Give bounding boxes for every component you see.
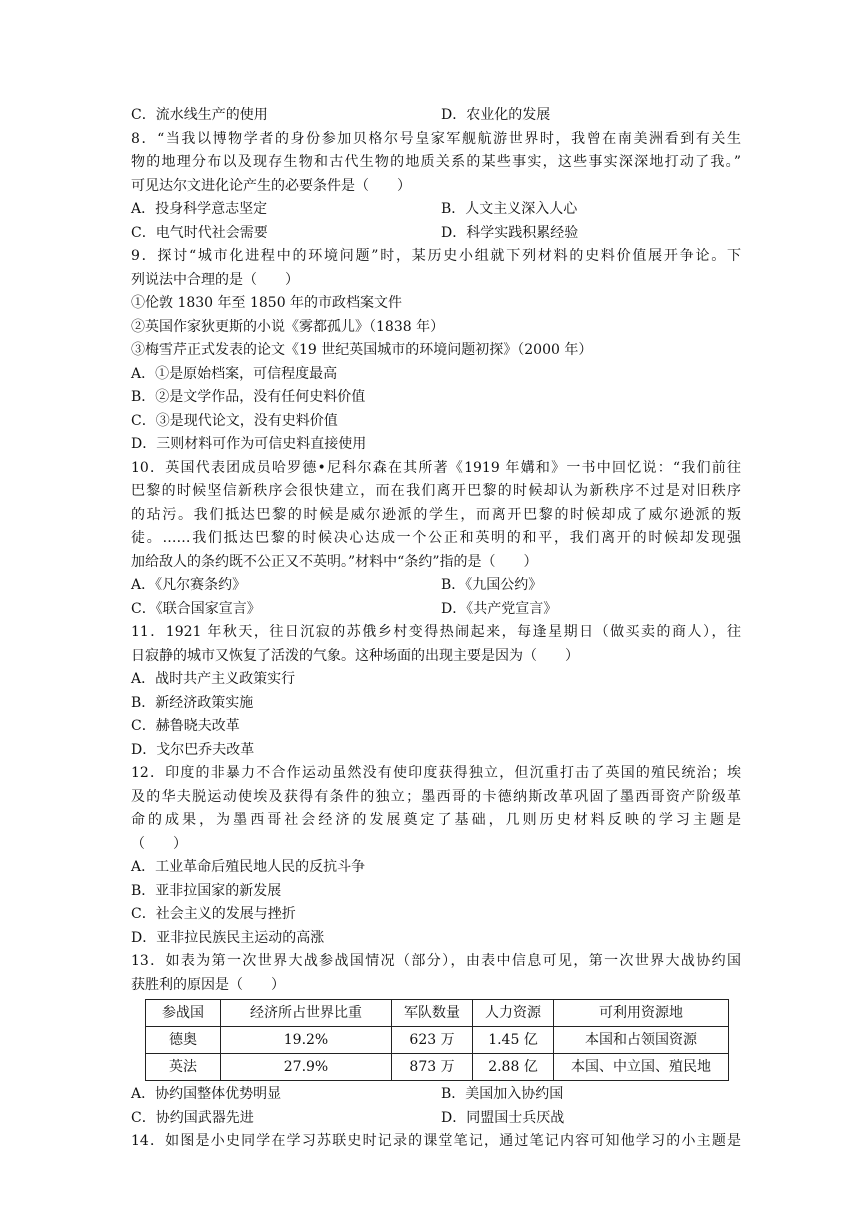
table-row [146, 1054, 729, 1081]
question-9 [131, 245, 741, 457]
table-header-cell: 经济所占世界比重 [221, 1000, 392, 1027]
q12-stem-line: 命的成果，为墨西哥社会经济的发展奠定了基础，几则历史材料反映的学习主题是 [131, 812, 741, 828]
q9-option-b[interactable]: B．②是文学作品，没有任何史料价值 [131, 389, 366, 405]
q7-option-d[interactable]: D．农业化的发展 [441, 107, 551, 123]
q9-option-d[interactable]: D．三则材料可作为可信史料直接使用 [131, 436, 367, 452]
q12-option-d[interactable]: D．亚非拉民族民主运动的高涨 [131, 929, 325, 946]
q12-option-b[interactable]: B．亚非拉国家的新发展 [131, 882, 282, 899]
q11-option-d[interactable]: D．戈尔巴乔夫改革 [131, 741, 255, 758]
q9-stem-line: 9．探讨“城市化进程中的环境问题”时，某历史小组就下列材料的史料价值展开争论。下 [131, 248, 741, 264]
table-cell: 本国、中立国、殖民地 [554, 1054, 729, 1081]
q11-option-c[interactable]: C．赫鲁晓夫改革 [131, 718, 240, 734]
q13-option-c[interactable]: C．协约国武器先进 [131, 1109, 254, 1126]
q13-table [145, 999, 729, 1081]
q8-stem-line: 8．“当我以博物学者的身份参加贝格尔号皇家军舰航游世界时，我曾在南美洲看到有关生 [131, 130, 741, 147]
table-header-cell: 人力资源 [473, 1000, 554, 1027]
q12-stem-line: 及的华夫脱运动使埃及获得有条件的独立；墨西哥的卡德纳斯改革巩固了墨西哥资产阶级革 [131, 788, 741, 805]
table-header-cell: 参战国 [146, 1000, 221, 1027]
q13-option-d[interactable]: D．同盟国士兵厌战 [441, 1109, 565, 1126]
q8-stem-line: 物的地理分布以及现存生物和古代生物的地质关系的某些事实，这些事实深深地打动了我。” [131, 154, 741, 170]
table-cell: 623 万 [392, 1027, 473, 1054]
q9-option-c[interactable]: C．③是现代论文，没有史料价值 [131, 412, 338, 429]
q10-stem-line: 巴黎的时候坚信新秩序会很快建立，而在我们离开巴黎的时候却认为新秩序不过是对旧秩序 [131, 483, 741, 499]
table-cell: 873 万 [392, 1054, 473, 1081]
table-cell: 2.88 亿 [473, 1054, 554, 1081]
table-header-row [146, 1000, 729, 1027]
question-14 [131, 1130, 741, 1154]
q12-option-c[interactable]: C．社会主义的发展与挫折 [131, 906, 296, 922]
q9-stem-line: 列说法中合理的是（ ） [131, 271, 299, 288]
q8-stem-line: 可见达尔文进化论产生的必要条件是（ ） [131, 177, 411, 194]
q8-option-b[interactable]: B．人文主义深入人心 [441, 201, 578, 217]
table-header-cell: 军队数量 [392, 1000, 473, 1027]
q9-option-a[interactable]: A．①是原始档案，可信程度最高 [131, 365, 338, 382]
q13-stem-line: 13．如表为第一次世界大战参战国情况（部分），由表中信息可见，第一次世界大战协约国 [131, 953, 741, 969]
q12-stem-line: 12．印度的非暴力不合作运动虽然没有使印度获得独立，但沉重打击了英国的殖民统治；埃 [131, 765, 741, 781]
exam-page [131, 104, 741, 1154]
q10-options-cd [131, 598, 741, 622]
q7-option-c[interactable]: C．流水线生产的使用 [131, 107, 268, 123]
q12-option-a[interactable]: A．工业革命后殖民地人民的反抗斗争 [131, 859, 366, 875]
q7-options-cd [131, 104, 741, 128]
q13-options-ab [131, 1083, 741, 1107]
q8-option-d[interactable]: D．科学实践积累经验 [441, 224, 579, 241]
q10-option-d[interactable]: D．《共产党宣言》 [441, 600, 558, 617]
q10-stem-line: 10．英国代表团成员哈罗德•尼科尔森在其所著《1919 年媾和》一书中回忆说：“我们前往 [131, 459, 741, 476]
q10-option-a[interactable]: A．《凡尔赛条约》 [131, 577, 247, 593]
q12-stem-line: （ ） [131, 835, 187, 852]
q13-option-a[interactable]: A．协约国整体优势明显 [131, 1086, 282, 1102]
table-cell: 1.45 亿 [473, 1027, 554, 1054]
table-cell: 本国和占领国资源 [554, 1027, 729, 1054]
question-8 [131, 128, 741, 246]
q10-stem-line: 徒。……我们抵达巴黎的时候决心达成一个公正和英明的和平，我们离开的时候却发现强 [131, 530, 741, 546]
question-12 [131, 762, 741, 950]
table-cell: 19.2% [221, 1027, 392, 1054]
q9-material-2: ②英国作家狄更斯的小说《雾都孤儿》（1838 年） [131, 318, 445, 335]
question-13 [131, 950, 741, 1130]
q10-stem-line: 的玷污。我们抵达巴黎的时候是威尔逊派的学生，而离开巴黎的时候却成了威尔逊派的叛 [131, 506, 741, 523]
question-11 [131, 621, 741, 762]
table-row [146, 1027, 729, 1054]
q11-stem-line: 11．1921 年秋天，往日沉寂的苏俄乡村变得热闹起来，每逢星期日（做买卖的商人），往 [131, 624, 741, 640]
table-cell: 德奥 [146, 1027, 221, 1054]
q8-options-ab [131, 198, 741, 222]
q11-option-a[interactable]: A．战时共产主义政策实行 [131, 671, 296, 687]
q11-stem-line: 日寂静的城市又恢复了活泼的气象。这种场面的出现主要是因为（ ） [131, 647, 579, 664]
q10-option-b[interactable]: B．《九国公约》 [441, 577, 543, 593]
q8-option-c[interactable]: C．电气时代社会需要 [131, 224, 268, 241]
q8-option-a[interactable]: A．投身科学意志坚定 [131, 201, 268, 217]
q14-stem-line: 14．如图是小史同学在学习苏联史时记录的课堂笔记，通过笔记内容可知他学习的小主题是 [131, 1133, 741, 1149]
question-10 [131, 457, 741, 622]
q10-stem-line: 加给敌人的条约既不公正又不英明。”材料中“条约”指的是（ ） [131, 553, 538, 570]
q11-option-b[interactable]: B．新经济政策实施 [131, 694, 254, 711]
table-cell: 27.9% [221, 1054, 392, 1081]
q13-option-b[interactable]: B．美国加入协约国 [441, 1086, 564, 1102]
q13-stem-line: 获胜利的原因是（ ） [131, 976, 285, 993]
q9-material-3: ③梅雪芹正式发表的论文《19 世纪英国城市的环境问题初探》（2000 年） [131, 342, 593, 358]
q13-options-cd [131, 1107, 741, 1131]
table-header-cell: 可利用资源地 [554, 1000, 729, 1027]
table-cell: 英法 [146, 1054, 221, 1081]
q9-material-1: ①伦敦 1830 年至 1850 年的市政档案文件 [131, 295, 403, 311]
q10-options-ab [131, 574, 741, 598]
q10-option-c[interactable]: C．《联合国家宣言》 [131, 600, 261, 617]
q8-options-cd [131, 222, 741, 246]
